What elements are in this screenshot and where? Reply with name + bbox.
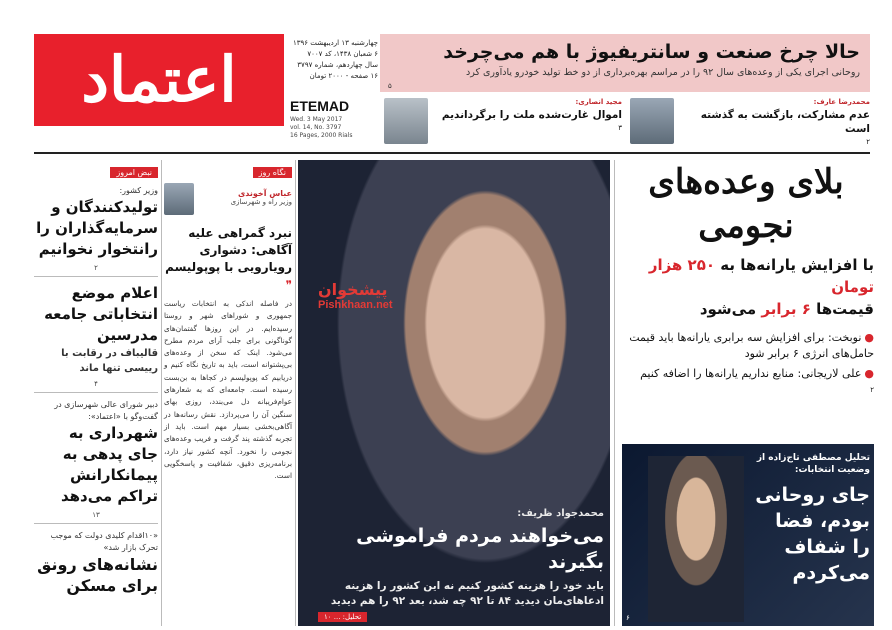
logo-block [34,34,284,126]
brief-kicker: دبیر شورای عالی شهرسازی در گفت‌وگو با «اعتماد»: [54,400,158,421]
akhoundi-portrait [164,183,194,215]
sub-prefix: با افزایش یارانه‌ها به [720,256,874,274]
bio-name: محمدرضا عارف: [813,98,870,106]
lead-headline: بلای وعده‌های نجومی [648,162,844,246]
date-line: چهارشنبه ۱۳ اردیبهشت ۱۳۹۶ [292,39,378,47]
sub2-prefix: قیمت‌ها [816,300,874,318]
sub2-suffix: می‌شود [699,300,757,318]
opinion-tag: نگاه روز [253,167,292,178]
latin-name: ETEMAD [290,98,350,114]
tajzadeh-quote: جای روحانی بودم، فضا را شفاف می‌کردم [755,484,870,584]
brief-divider [34,276,158,277]
center-sub: باید خود را هزینه کشور کنیم نه این کشور را هزینه ادعاهای‌مان دیدید ۸۴ تا ۹۲ چه شد، بعد ۹۲ را هم دیدید [330,580,604,607]
brief-column [34,160,158,626]
opinion-headline: نبرد گمراهی علیه آگاهی: دشواری رویارویی با پوپولیسم [165,226,292,274]
top-subheadline [390,66,860,80]
issue-line: 16 Pages, 2000 Rials [290,132,353,139]
brief-headline: اعلام موضع انتخاباتی جامعه مدرسین [44,284,158,344]
credit-latin: Pishkhaan.net [318,299,393,311]
brief-sub: قالیباف در رقابت با رییسی تنها ماند [61,348,158,374]
bullet-dot-icon: ● [864,367,874,380]
quote-mark-icon: ❞ [285,278,292,292]
top-page-number: ۵ [388,82,392,90]
bio-page: ۲ [866,138,870,146]
top-headline-box [380,34,870,92]
column-divider [295,160,296,626]
lead-subheadline [618,254,874,320]
lead-bullets [618,330,874,382]
bio-ansari[interactable] [384,98,622,150]
column-divider [161,160,162,626]
newspaper-logo: اعتماد [81,43,237,116]
bio-quote: اموال غارت‌شده ملت را برگرداندیم [441,109,622,121]
opinion-author-title: وزیر راه و شهرسازی [230,198,292,206]
tajzadeh-page: ۶ [626,614,630,622]
brief-tag: نبض امروز [110,167,158,178]
bullet-text: علی لاریجانی: منابع نداریم یارانه‌ها را اضافه کنیم [640,367,862,380]
brief-page: ۲ [94,264,98,272]
ansari-portrait [384,98,428,144]
aref-portrait [630,98,674,144]
opinion-author: عباس آخوندی [237,189,292,198]
brief-divider [34,523,158,524]
brief-headline: تولیدکنندگان و سرمایه‌گذاران را رانتخوار نخوانیم [36,198,158,258]
issue-info [290,116,380,140]
bullet-dot-icon: ● [864,331,874,344]
tajzadeh-label: تحلیل مصطفی تاج‌زاده از وضعیت انتخابات: [756,453,870,475]
lead-bullet [618,330,874,362]
brief-story[interactable] [34,185,158,272]
center-page: ۱۰ [324,613,332,621]
bio-name: مجید انصاری: [575,98,622,106]
center-tag [318,612,367,622]
tajzadeh-text [752,452,870,586]
lead-story[interactable] [618,160,874,442]
brief-story[interactable] [34,399,158,519]
center-caption [304,508,604,609]
center-tag-text: تحلیل: ... [333,613,362,621]
brief-headline: شهرداری به جای پدهی به پیمانکارانش تراکم می‌دهد [60,424,158,505]
opinion-body: در فاصله اندکی به انتخابات ریاست جمهوری و شوراهای شهر و روستا رسیده‌ایم. در این روزها گفتمان‌های گوناگونی برای جلب آرای مردم مطرح می‌شود. اینک که سخن از وعده‌های بی‌پشتوانه است، باید به تاریخ نگاه کنیم و دریابیم که پوپولیسم در کجاها به بن‌بست رسیده است. جامعه‌ای که به شعارهای عوام‌فریبانه دل می‌بندد، روزی بهای سنگین آن را می‌پردازد. نقش رسانه‌ها در آگاهی‌بخشی بسیار مهم است. باید از تجربه گذشته پند گرفت و فریب وعده‌های نجومی را نخورد. آنچه کشور نیاز دارد، برنامه‌ریزی دقیق، شفافیت و پاسخگویی است. [164,299,292,481]
brief-kicker: «۱۰اقدام کلیدی دولت که موجب تحرک بازار شد» [50,531,158,552]
date-line: ۱۶ صفحه - ۲۰۰۰ تومان [309,72,378,80]
tajzadeh-photo [648,456,744,622]
brief-story[interactable] [34,530,158,596]
masthead-dates [290,38,378,82]
sub-red-amount: ۲۵۰ هزار تومان [648,256,874,296]
center-kicker: محمدجواد ظریف: [517,508,604,519]
column-divider [614,160,615,626]
issue-line: vol. 14, No. 3797 [290,124,342,131]
issue-line: Wed. 3 May 2017 [290,116,343,123]
masthead-rule [34,152,870,154]
opinion-column[interactable] [164,160,292,626]
top-headline[interactable]: حالا چرخ صنعت و سانتریفیوژ با هم می‌چرخد [443,41,860,63]
brief-kicker: وزیر کشور: [119,186,158,195]
brief-page: ۴ [94,380,98,388]
top-sub-text: روحانی اجرای یکی از وعده‌های سال ۹۲ را در مراسم بهره‌برداری از دو خط تولید خودرو یادآوری کرد [465,67,860,78]
sub2-red: ۶ برابر [761,300,811,318]
bio-page: ۳ [618,124,622,132]
lead-bullet [618,366,874,382]
center-headline[interactable]: می‌خواهند مردم فراموشی بگیرند [356,525,604,573]
brief-page: ۱۳ [92,511,100,519]
bio-quote: عدم مشارکت، بازگشت به گذشته است [700,109,870,135]
bullet-text: نوبخت: برای افزایش سه برابری یارانه‌ها باید قیمت حامل‌های انرژی ۶ برابر شود [629,331,874,360]
date-line: سال چهاردهم، شماره ۳۷۹۷ [297,61,378,69]
lead-page: ۲ [870,386,874,394]
date-line: ۶ شعبان ۱۴۳۸، کد ۷۰۰۷ [307,50,378,58]
credit-fa: پیشخوان [318,280,388,299]
bio-aref[interactable] [630,98,870,150]
brief-divider [34,392,158,393]
photo-credit [318,280,428,311]
brief-headline: نشانه‌های رونق برای مسکن [37,555,158,595]
brief-story[interactable] [34,283,158,388]
